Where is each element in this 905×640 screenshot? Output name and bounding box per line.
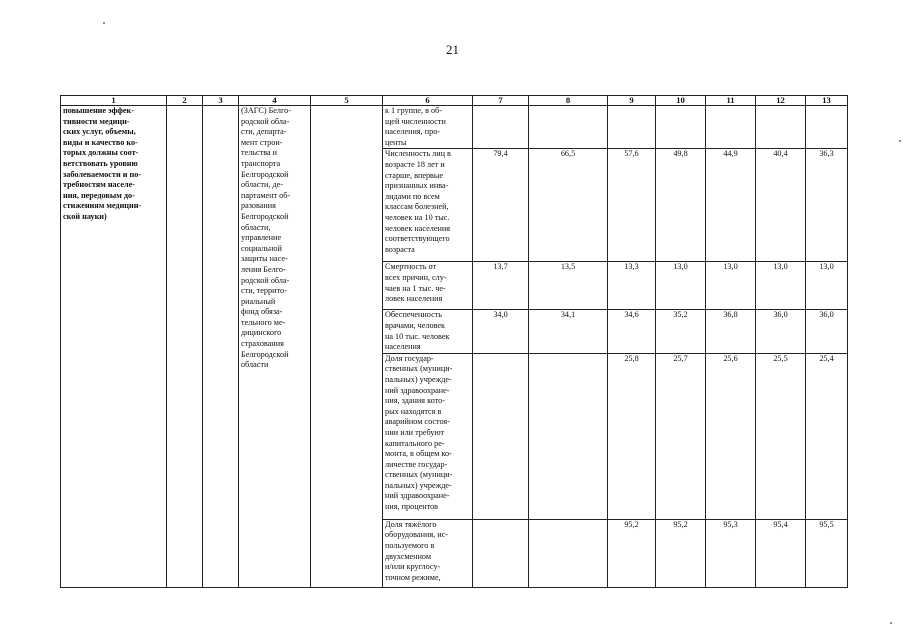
col3-cell (203, 106, 239, 588)
value-cell: 66,5 (529, 149, 608, 262)
col-header-4: 4 (239, 96, 311, 106)
executors-cell (239, 106, 311, 588)
indicator-cell (383, 519, 473, 587)
col-header-3: 3 (203, 96, 239, 106)
value-cell: 95,2 (608, 519, 656, 587)
value-cell: 13,5 (529, 262, 608, 310)
indicator-text: Доля тяжёлого оборудования, ис- пользуемого в двухсменном и/или круглосу- точном режиме, (385, 519, 448, 582)
value-cell (529, 519, 608, 587)
value-cell (473, 353, 529, 519)
value-cell (756, 106, 806, 149)
col-header-6: 6 (383, 96, 473, 106)
value-cell (608, 106, 656, 149)
col-header-10: 10 (656, 96, 706, 106)
value-cell: 36,8 (706, 310, 756, 353)
col5-cell (311, 106, 383, 588)
col-header-13: 13 (806, 96, 848, 106)
value-cell: 25,5 (756, 353, 806, 519)
value-cell: 36,0 (756, 310, 806, 353)
value-cell (529, 106, 608, 149)
goal-description-cell (61, 106, 167, 588)
indicator-cell (383, 106, 473, 149)
value-cell: 40,4 (756, 149, 806, 262)
page-number: 21 (446, 42, 459, 57)
value-cell: 36,3 (806, 149, 848, 262)
value-cell: 25,4 (806, 353, 848, 519)
col-header-11: 11 (706, 96, 756, 106)
scan-speck (103, 22, 105, 24)
value-cell (473, 106, 529, 149)
executors-text: (ЗАГС) Белго- родской обла- сти, департа- мент строи- тельства и транспорта Белгородской области, де- партамент об- разования Белгородской области, управление социальной защиты насе- ления Белго- родской обла- сти, террито- риальный фонд обяза- тельного ме- дицинского страхования Белгородской области (241, 106, 291, 370)
value-cell: 95,2 (656, 519, 706, 587)
col2-cell (167, 106, 203, 588)
value-cell: 95,4 (756, 519, 806, 587)
value-cell: 13,3 (608, 262, 656, 310)
col-header-2: 2 (167, 96, 203, 106)
col-header-8: 8 (529, 96, 608, 106)
value-cell: 35,2 (656, 310, 706, 353)
value-cell: 49,8 (656, 149, 706, 262)
indicator-cell (383, 310, 473, 353)
value-cell: 34,0 (473, 310, 529, 353)
value-cell: 34,6 (608, 310, 656, 353)
col-header-9: 9 (608, 96, 656, 106)
scan-speck (899, 140, 901, 142)
value-cell: 34,1 (529, 310, 608, 353)
indicators-table (60, 95, 848, 588)
indicator-cell (383, 262, 473, 310)
value-cell: 95,3 (706, 519, 756, 587)
value-cell: 25,7 (656, 353, 706, 519)
table-header-row (61, 96, 848, 106)
value-cell: 13,7 (473, 262, 529, 310)
table-row (61, 106, 848, 149)
indicator-text: Смертность от всех причин, слу- чаев на 1 тыс. че- ловек населения (385, 262, 447, 304)
indicator-text: Обеспеченность врачами, человек на 10 тыс. человек населения (385, 310, 450, 352)
col-header-7: 7 (473, 96, 529, 106)
goal-description-text: повышение эффек- тивности медици- ских услуг, объемы, виды и качество ко- торых должны соот- ветствовать уровню заболеваемости и по- требностям населе- ния, передовым до- стижениям медицин- ской науки) (63, 106, 142, 221)
value-cell: 57,6 (608, 149, 656, 262)
col-header-5: 5 (311, 96, 383, 106)
value-cell: 79,4 (473, 149, 529, 262)
value-cell: 13,0 (756, 262, 806, 310)
value-cell: 13,0 (806, 262, 848, 310)
value-cell (473, 519, 529, 587)
value-cell (806, 106, 848, 149)
value-cell: 36,0 (806, 310, 848, 353)
value-cell (529, 353, 608, 519)
value-cell: 95,5 (806, 519, 848, 587)
value-cell: 44,9 (706, 149, 756, 262)
value-cell: 13,0 (706, 262, 756, 310)
indicator-text: к 1 группе, в об- щей численности населения, про- центы (385, 106, 446, 147)
scan-speck (890, 622, 892, 624)
indicator-cell (383, 149, 473, 262)
indicator-text: Доля государ- ственных (муници- пальных) учрежде- ний здравоохране- ния, здания кото- рых находятся в аварийном состоя- нии или требуют капитального ре- монта, в общем ко- личестве государ- ственных (муници- пальных) учрежде- ний здравоохране- ния, процентов (385, 353, 453, 512)
value-cell (656, 106, 706, 149)
value-cell: 25,6 (706, 353, 756, 519)
value-cell: 25,8 (608, 353, 656, 519)
value-cell (706, 106, 756, 149)
col-header-12: 12 (756, 96, 806, 106)
col-header-1: 1 (61, 96, 167, 106)
indicator-text: Численность лиц в возрасте 18 лет и старше, впервые признанных инва- лидами по всем классам болезней, человек на 10 тыс. человек населения соответствующего возраста (385, 149, 451, 254)
value-cell: 13,0 (656, 262, 706, 310)
indicator-cell (383, 353, 473, 519)
